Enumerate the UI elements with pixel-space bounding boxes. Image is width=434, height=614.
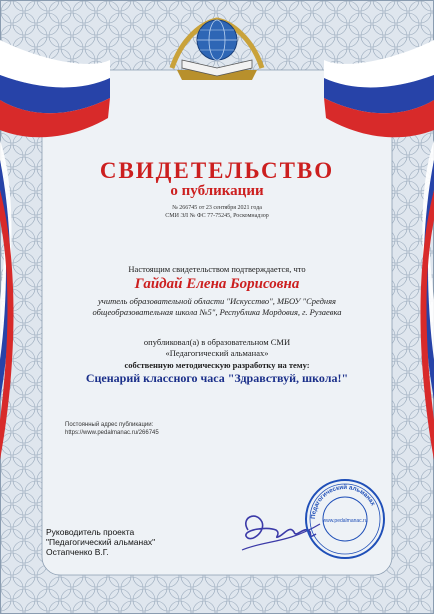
person-info-line1: учитель образовательной области "Искусство", МБОУ "Средняя [98,296,336,306]
journal-name: «Педагогический альманах» [165,348,269,358]
certificate-title: СВИДЕТЕЛЬСТВО [99,158,335,183]
person-name: Гайдай Елена Борисовна [134,276,300,292]
round-seal-stamp-icon [304,478,386,560]
globe-book-laurel-emblem-icon [162,8,272,88]
flag-ribbon-right [314,0,434,470]
certificate-number: № 266745 от 23 сентября 2021 года [172,205,262,211]
published-in: опубликовал(а) в образовательном СМИ [143,337,291,347]
address-url: https://www.pedalmanac.ru/266745 [65,430,159,436]
address-label: Постоянный адрес публикации: [65,422,154,428]
person-info-line2: общеобразовательная школа №5", Республика Мордовия, г. Рузаевка [92,307,342,317]
stamp-center-text: www.pedalmanac.ru [322,518,368,524]
signer-project: "Педагогический альманах" [46,537,156,547]
signer-role: Руководитель проекта [46,527,135,537]
flag-ribbon-left [0,0,120,470]
work-type: собственную методическую разработку на тему: [124,360,310,370]
stamp-ring-text: Педагогический альманах [309,483,377,520]
signer-name: Остапченко В.Г. [46,547,109,557]
work-title: Сценарий классного часа "Здравствуй, школа!" [85,371,349,385]
intro-text: Настоящим свидетельством подтверждается, что [128,264,306,274]
registry-line: СМИ ЭЛ № ФС 77-75245, Роскомнадзор [165,213,269,219]
certificate-subtitle: о публикации [170,183,264,199]
